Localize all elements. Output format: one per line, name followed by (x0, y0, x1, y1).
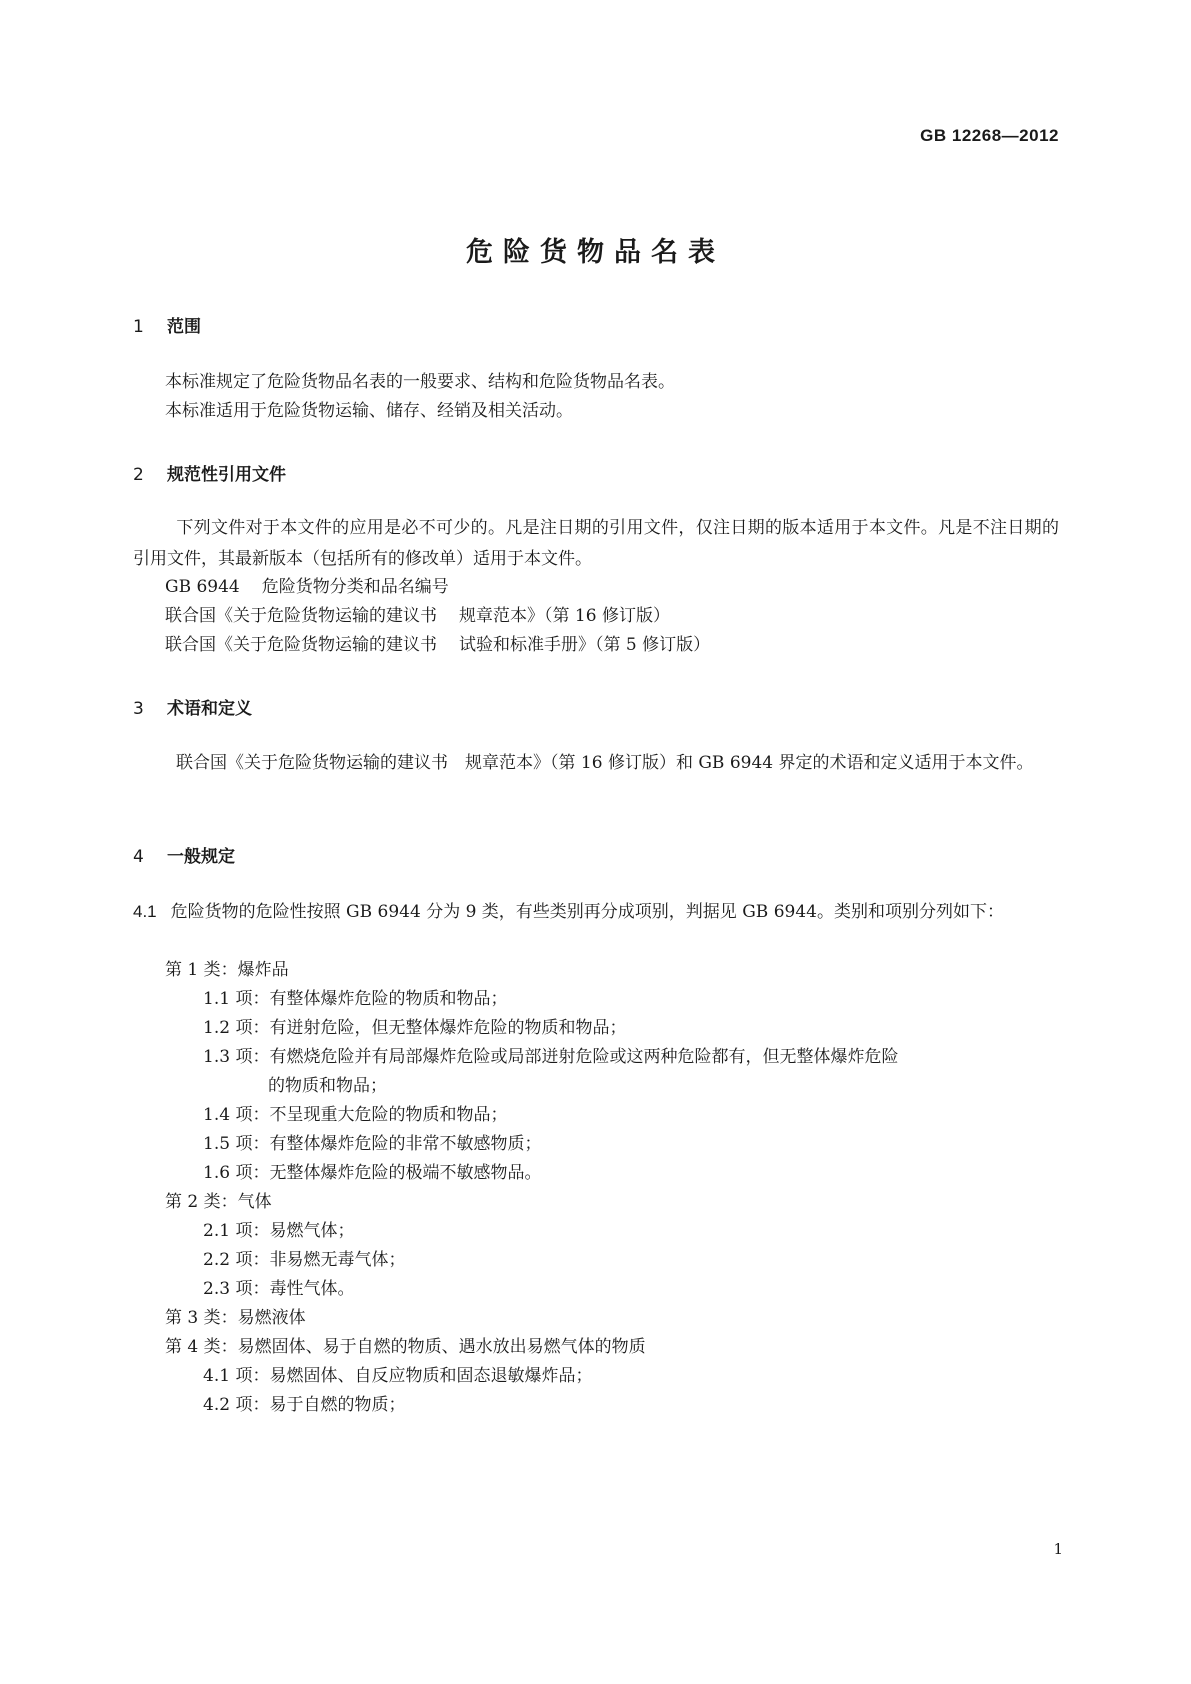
reference-code: 联合国《关于危险货物运输的建议书 (165, 635, 437, 655)
standard-code: GB 12268—2012 (920, 126, 1059, 145)
reference-code: GB 6944 (165, 577, 240, 597)
clause-4-1 (133, 896, 1059, 928)
section-3-heading (133, 694, 252, 719)
division-item: 2.3 项：毒性气体。 (203, 1279, 355, 1299)
reference-title: 试验和标准手册》（第 5 修订版） (459, 635, 711, 655)
reference-item (165, 576, 449, 598)
paragraph-text: 联合国《关于危险货物运输的建议书 规章范本》（第 16 修订版）和 GB 6944 界定的术语和定义适用于本文件。 (176, 753, 1034, 773)
division-item-continuation: 的物质和物品； (268, 1076, 387, 1096)
section-title: 规范性引用文件 (167, 465, 286, 485)
division-item: 1.3 项：有燃烧危险并有局部爆炸危险或局部迸射危险或这两种危险都有，但无整体爆炸危险 (203, 1047, 899, 1067)
division-item: 1.1 项：有整体爆炸危险的物质和物品； (203, 989, 508, 1009)
clause-number: 4.1 (133, 902, 157, 921)
reference-code: 联合国《关于危险货物运输的建议书 (165, 606, 437, 626)
reference-item (165, 634, 710, 656)
reference-title: 规章范本》（第 16 修订版） (459, 606, 670, 626)
division-item: 2.2 项：非易燃无毒气体； (203, 1250, 406, 1270)
normative-references-paragraph (133, 513, 1059, 575)
reference-title: 危险货物分类和品名编号 (261, 577, 449, 597)
scope-line-1: 本标准规定了危险货物品名表的一般要求、结构和危险货物品名表。 (165, 372, 675, 392)
terms-paragraph (133, 748, 1059, 779)
section-number: 1 (133, 317, 144, 337)
page-number: 1 (1053, 1540, 1063, 1558)
section-title: 术语和定义 (167, 699, 252, 719)
section-title: 范围 (167, 317, 201, 337)
section-4-heading (133, 842, 235, 867)
page-title: 危险货物品名表 (466, 237, 725, 268)
section-number: 2 (133, 465, 144, 485)
division-item: 2.1 项：易燃气体； (203, 1221, 355, 1241)
paragraph-text: 下列文件对于本文件的应用是必不可少的。凡是注日期的引用文件，仅注日期的版本适用于本文件。凡是不注日期的引用文件，其最新版本（包括所有的修改单）适用于本文件。 (133, 518, 1059, 569)
division-item: 1.5 项：有整体爆炸危险的非常不敏感物质； (203, 1134, 542, 1154)
section-title: 一般规定 (167, 847, 235, 867)
division-item: 4.2 项：易于自燃的物质； (203, 1395, 406, 1415)
division-item: 1.6 项：无整体爆炸危险的极端不敏感物品。 (203, 1163, 542, 1183)
class-item: 第 4 类：易燃固体、易于自燃的物质、遇水放出易燃气体的物质 (165, 1337, 646, 1357)
section-number: 4 (133, 847, 144, 867)
class-item: 第 1 类：爆炸品 (165, 960, 289, 980)
division-item: 1.4 项：不呈现重大危险的物质和物品； (203, 1105, 508, 1125)
clause-text: 危险货物的危险性按照 GB 6944 分为 9 类，有些类别再分成项别，判据见 GB 6944。类别和项别分列如下： (170, 902, 1004, 922)
class-item: 第 3 类：易燃液体 (165, 1308, 306, 1328)
class-item: 第 2 类：气体 (165, 1192, 272, 1212)
reference-item (165, 605, 670, 627)
scope-line-2: 本标准适用于危险货物运输、储存、经销及相关活动。 (165, 401, 573, 421)
division-item: 1.2 项：有迸射危险，但无整体爆炸危险的物质和物品； (203, 1018, 627, 1038)
section-number: 3 (133, 699, 144, 719)
section-2-heading (133, 460, 286, 485)
section-1-heading (133, 312, 201, 337)
division-item: 4.1 项：易燃固体、自反应物质和固态退敏爆炸品； (203, 1366, 593, 1386)
